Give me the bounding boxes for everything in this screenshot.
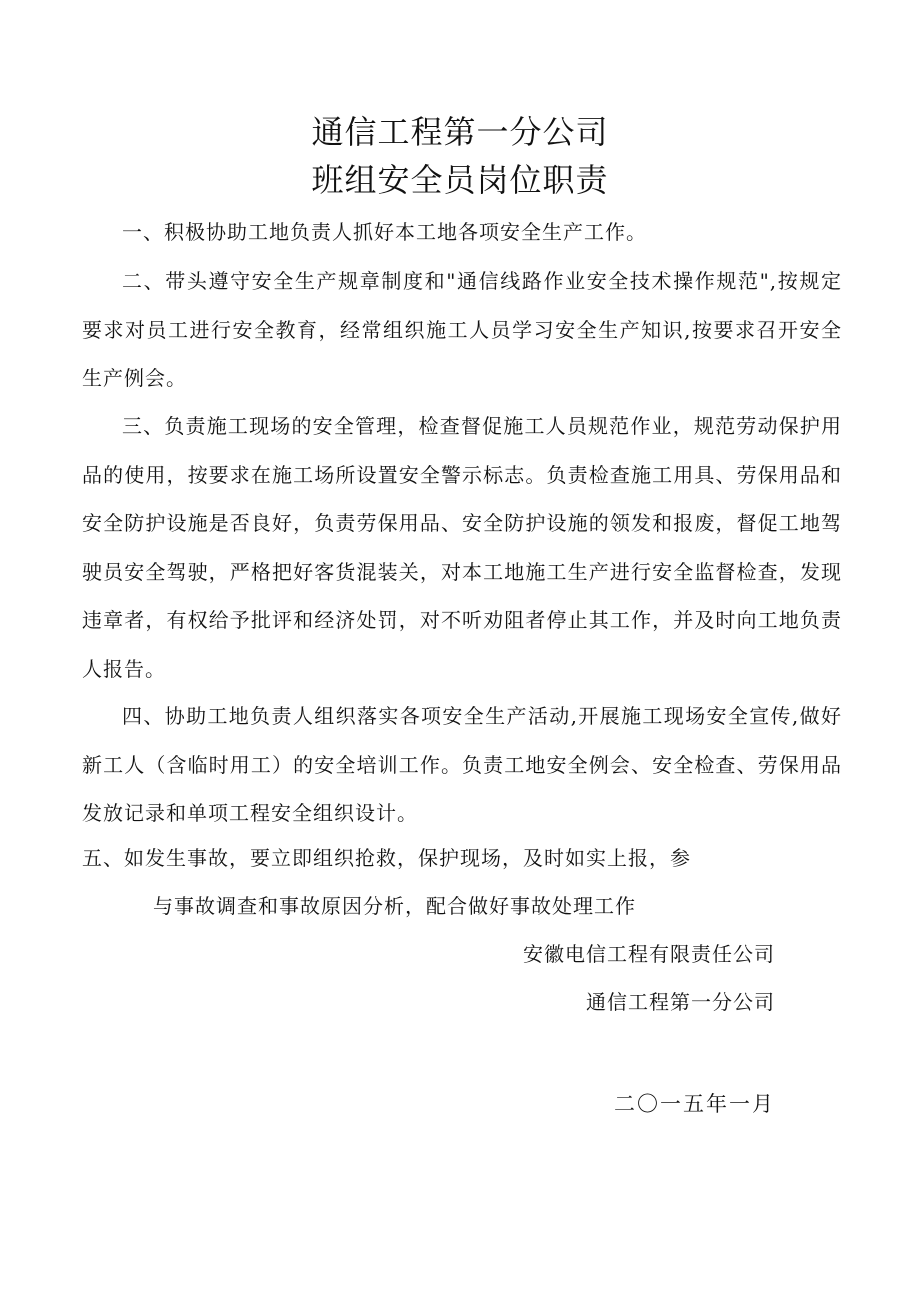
signature-branch: 通信工程第一分公司 — [586, 990, 775, 1014]
document-title-company: 通信工程第一分公司 — [311, 113, 609, 151]
duty-item-5-line-2: 与事故调查和事故原因分析，配合做好事故处理工作 — [153, 894, 636, 918]
signature-date: 二〇一五年一月 — [614, 1092, 775, 1116]
duty-item-1: 一、积极协助工地负责人抓好本工地各项安全生产工作。 — [122, 220, 647, 244]
signature-company: 安徽电信工程有限责任公司 — [523, 942, 775, 966]
duty-item-5-line-1: 五、如发生事故，要立即组织抢救，保护现场，及时如实上报，参 — [82, 846, 691, 870]
document-title-role: 班组安全员岗位职责 — [311, 161, 609, 199]
duty-item-4: 四、协助工地负责人组织落实各项安全生产活动,开展施工现场安全宣传,做好新工人（含临时用工）的安全培训工作。负责工地安全例会、安全检查、劳保用品发放记录和单项工程安全组织设计。 — [82, 704, 842, 825]
duty-item-2: 二、带头遵守安全生产规章制度和"通信线路作业安全技术操作规范",按规定要求对员工进行安全教育，经常组织施工人员学习安全生产知识,按要求召开安全生产例会。 — [82, 269, 842, 390]
duty-item-3: 三、负责施工现场的安全管理，检查督促施工人员规范作业，规范劳动保护用品的使用，按要求在施工场所设置安全警示标志。负责检查施工用具、劳保用品和安全防护设施是否良好，负责劳保用品、安全防护设施的领发和报废，督促工地驾驶员安全驾驶，严格把好客货混装关，对本工地施工生产进行安全监督检查，发现违章者，有权给予批评和经济处罚，对不听劝阻者停止其工作，并及时向工地负责人报告。 — [82, 414, 842, 681]
